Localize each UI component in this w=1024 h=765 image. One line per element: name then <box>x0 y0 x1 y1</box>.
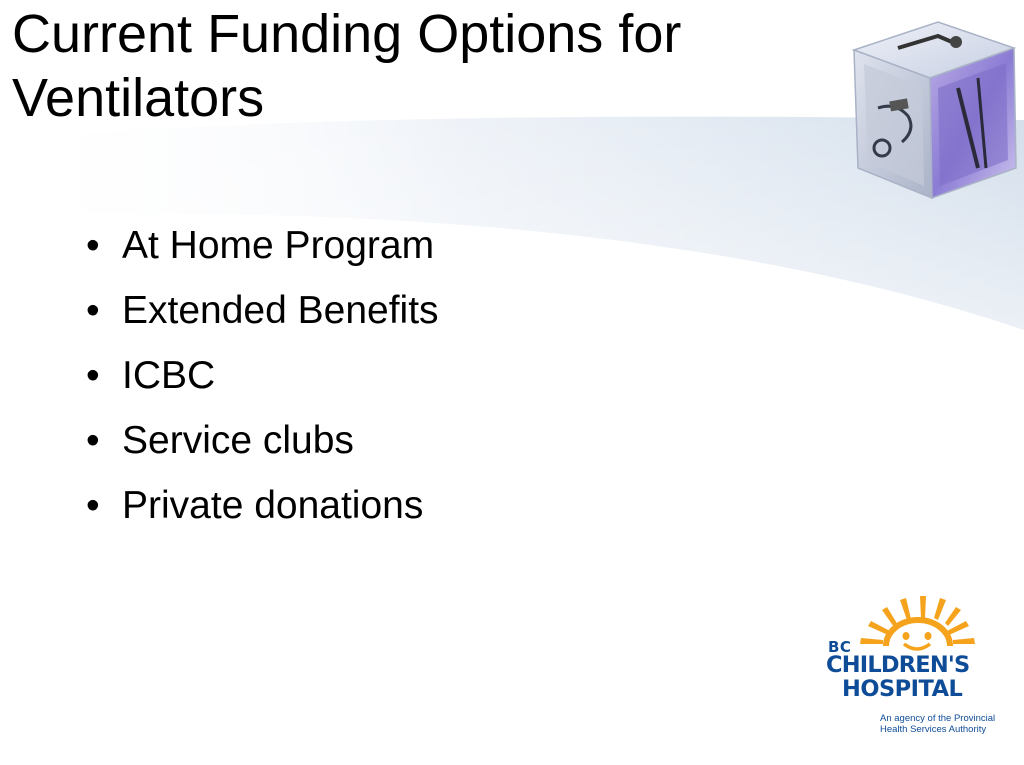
bullet-item <box>86 419 439 484</box>
bullet-marker: • <box>86 354 100 397</box>
smiling-sun-icon <box>852 594 982 656</box>
bullet-list <box>86 224 439 549</box>
medical-equipment-cube-icon <box>838 8 1024 212</box>
bullet-text: At Home Program <box>122 224 435 267</box>
bullet-item <box>86 224 439 289</box>
bullet-marker: • <box>86 484 100 527</box>
logo-tagline-line2: Health Services Authority <box>880 724 987 735</box>
bullet-text: Private donations <box>122 484 424 527</box>
logo-text-childrens: CHILDREN'S <box>826 652 970 678</box>
bullet-item <box>86 484 439 549</box>
logo-tagline-line1: An agency of the Provincial <box>880 713 996 724</box>
logo-tagline <box>880 713 995 735</box>
slide-title: Current Funding Options for Ventilators <box>12 4 682 128</box>
bullet-text: ICBC <box>122 354 216 397</box>
bc-childrens-hospital-logo <box>822 594 1002 744</box>
bullet-marker: • <box>86 224 100 267</box>
logo-text-bc: BC <box>828 638 852 656</box>
bullet-marker: • <box>86 419 100 462</box>
bullet-item <box>86 289 439 354</box>
logo-text-hospital: HOSPITAL <box>842 676 963 702</box>
bullet-item <box>86 354 439 419</box>
bullet-marker: • <box>86 289 100 332</box>
bullet-text: Service clubs <box>122 419 354 462</box>
bullet-text: Extended Benefits <box>122 289 439 332</box>
